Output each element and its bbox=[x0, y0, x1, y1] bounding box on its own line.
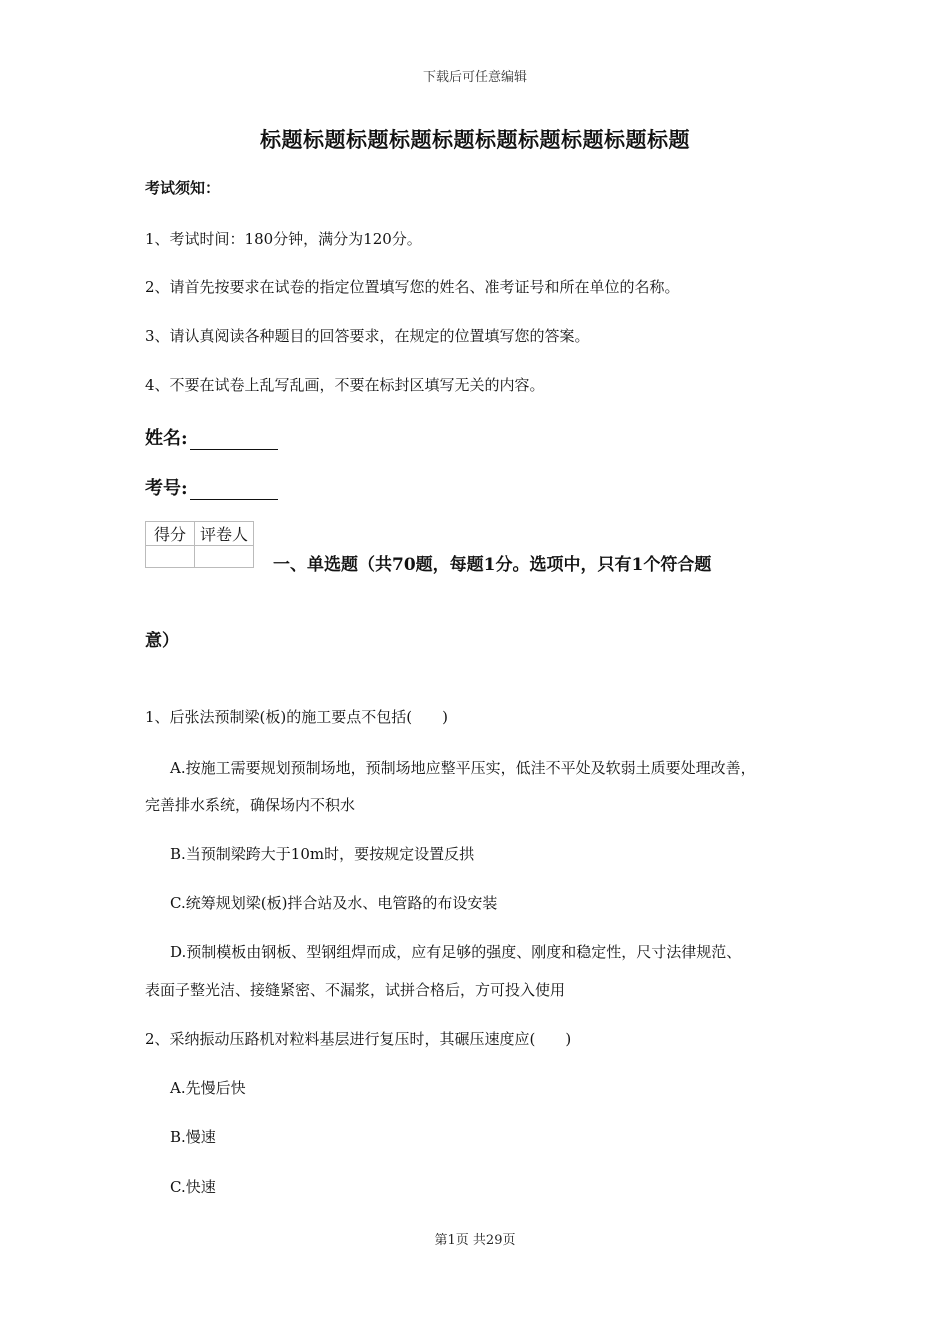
grader-cell[interactable] bbox=[195, 546, 254, 568]
score-table bbox=[145, 521, 254, 568]
id-blank-line[interactable] bbox=[190, 481, 278, 500]
option-item-continued: 完善排水系统，确保场内不积水 bbox=[145, 796, 356, 814]
option-item: C.快速 bbox=[170, 1178, 216, 1196]
question-stem: 1、后张法预制梁(板)的施工要点不包括( ) bbox=[145, 708, 448, 726]
section-title: 一、单选题（共70题，每题1分。选项中，只有1个符合题 bbox=[273, 555, 712, 575]
page-footer: 第1页 共29页 bbox=[434, 1233, 516, 1248]
notice-item: 1、考试时间：180分钟，满分为120分。 bbox=[145, 230, 422, 248]
section-title-continued: 意） bbox=[145, 631, 179, 651]
option-item-continued: 表面子整光洁、接缝紧密、不漏浆，试拼合格后，方可投入使用 bbox=[145, 981, 566, 999]
name-field[interactable] bbox=[145, 424, 278, 450]
option-item: B.当预制梁跨大于10m时，要按规定设置反拱 bbox=[170, 845, 475, 863]
option-item: B.慢速 bbox=[170, 1128, 216, 1146]
id-label: 考号: bbox=[145, 478, 188, 499]
option-item: A.先慢后快 bbox=[170, 1079, 246, 1097]
document-title: 标题标题标题标题标题标题标题标题标题标题 bbox=[260, 127, 690, 152]
name-label: 姓名: bbox=[145, 428, 188, 449]
notice-heading: 考试须知： bbox=[145, 179, 221, 197]
option-item: A.按施工需要规划预制场地，预制场地应整平压实，低洼不平处及软弱土质要处理改善， bbox=[170, 759, 756, 777]
header-note: 下载后可任意编辑 bbox=[422, 70, 527, 85]
name-blank-line[interactable] bbox=[190, 431, 278, 450]
score-cell[interactable] bbox=[146, 546, 195, 568]
option-item: C.统筹规划梁(板)拌合站及水、电管路的布设安装 bbox=[170, 894, 498, 912]
grader-header: 评卷人 bbox=[195, 522, 254, 546]
notice-item: 4、不要在试卷上乱写乱画，不要在标封区填写无关的内容。 bbox=[145, 376, 545, 394]
question-stem: 2、采纳振动压路机对粒料基层进行复压时，其碾压速度应( ) bbox=[145, 1030, 572, 1048]
score-header: 得分 bbox=[146, 522, 195, 546]
notice-item: 3、请认真阅读各种题目的回答要求，在规定的位置填写您的答案。 bbox=[145, 327, 590, 345]
id-field[interactable] bbox=[145, 474, 278, 500]
notice-item: 2、请首先按要求在试卷的指定位置填写您的姓名、准考证号和所在单位的名称。 bbox=[145, 278, 680, 296]
option-item: D.预制模板由钢板、型钢组焊而成，应有足够的强度、刚度和稳定性，尺寸法律规范、 bbox=[170, 943, 742, 961]
